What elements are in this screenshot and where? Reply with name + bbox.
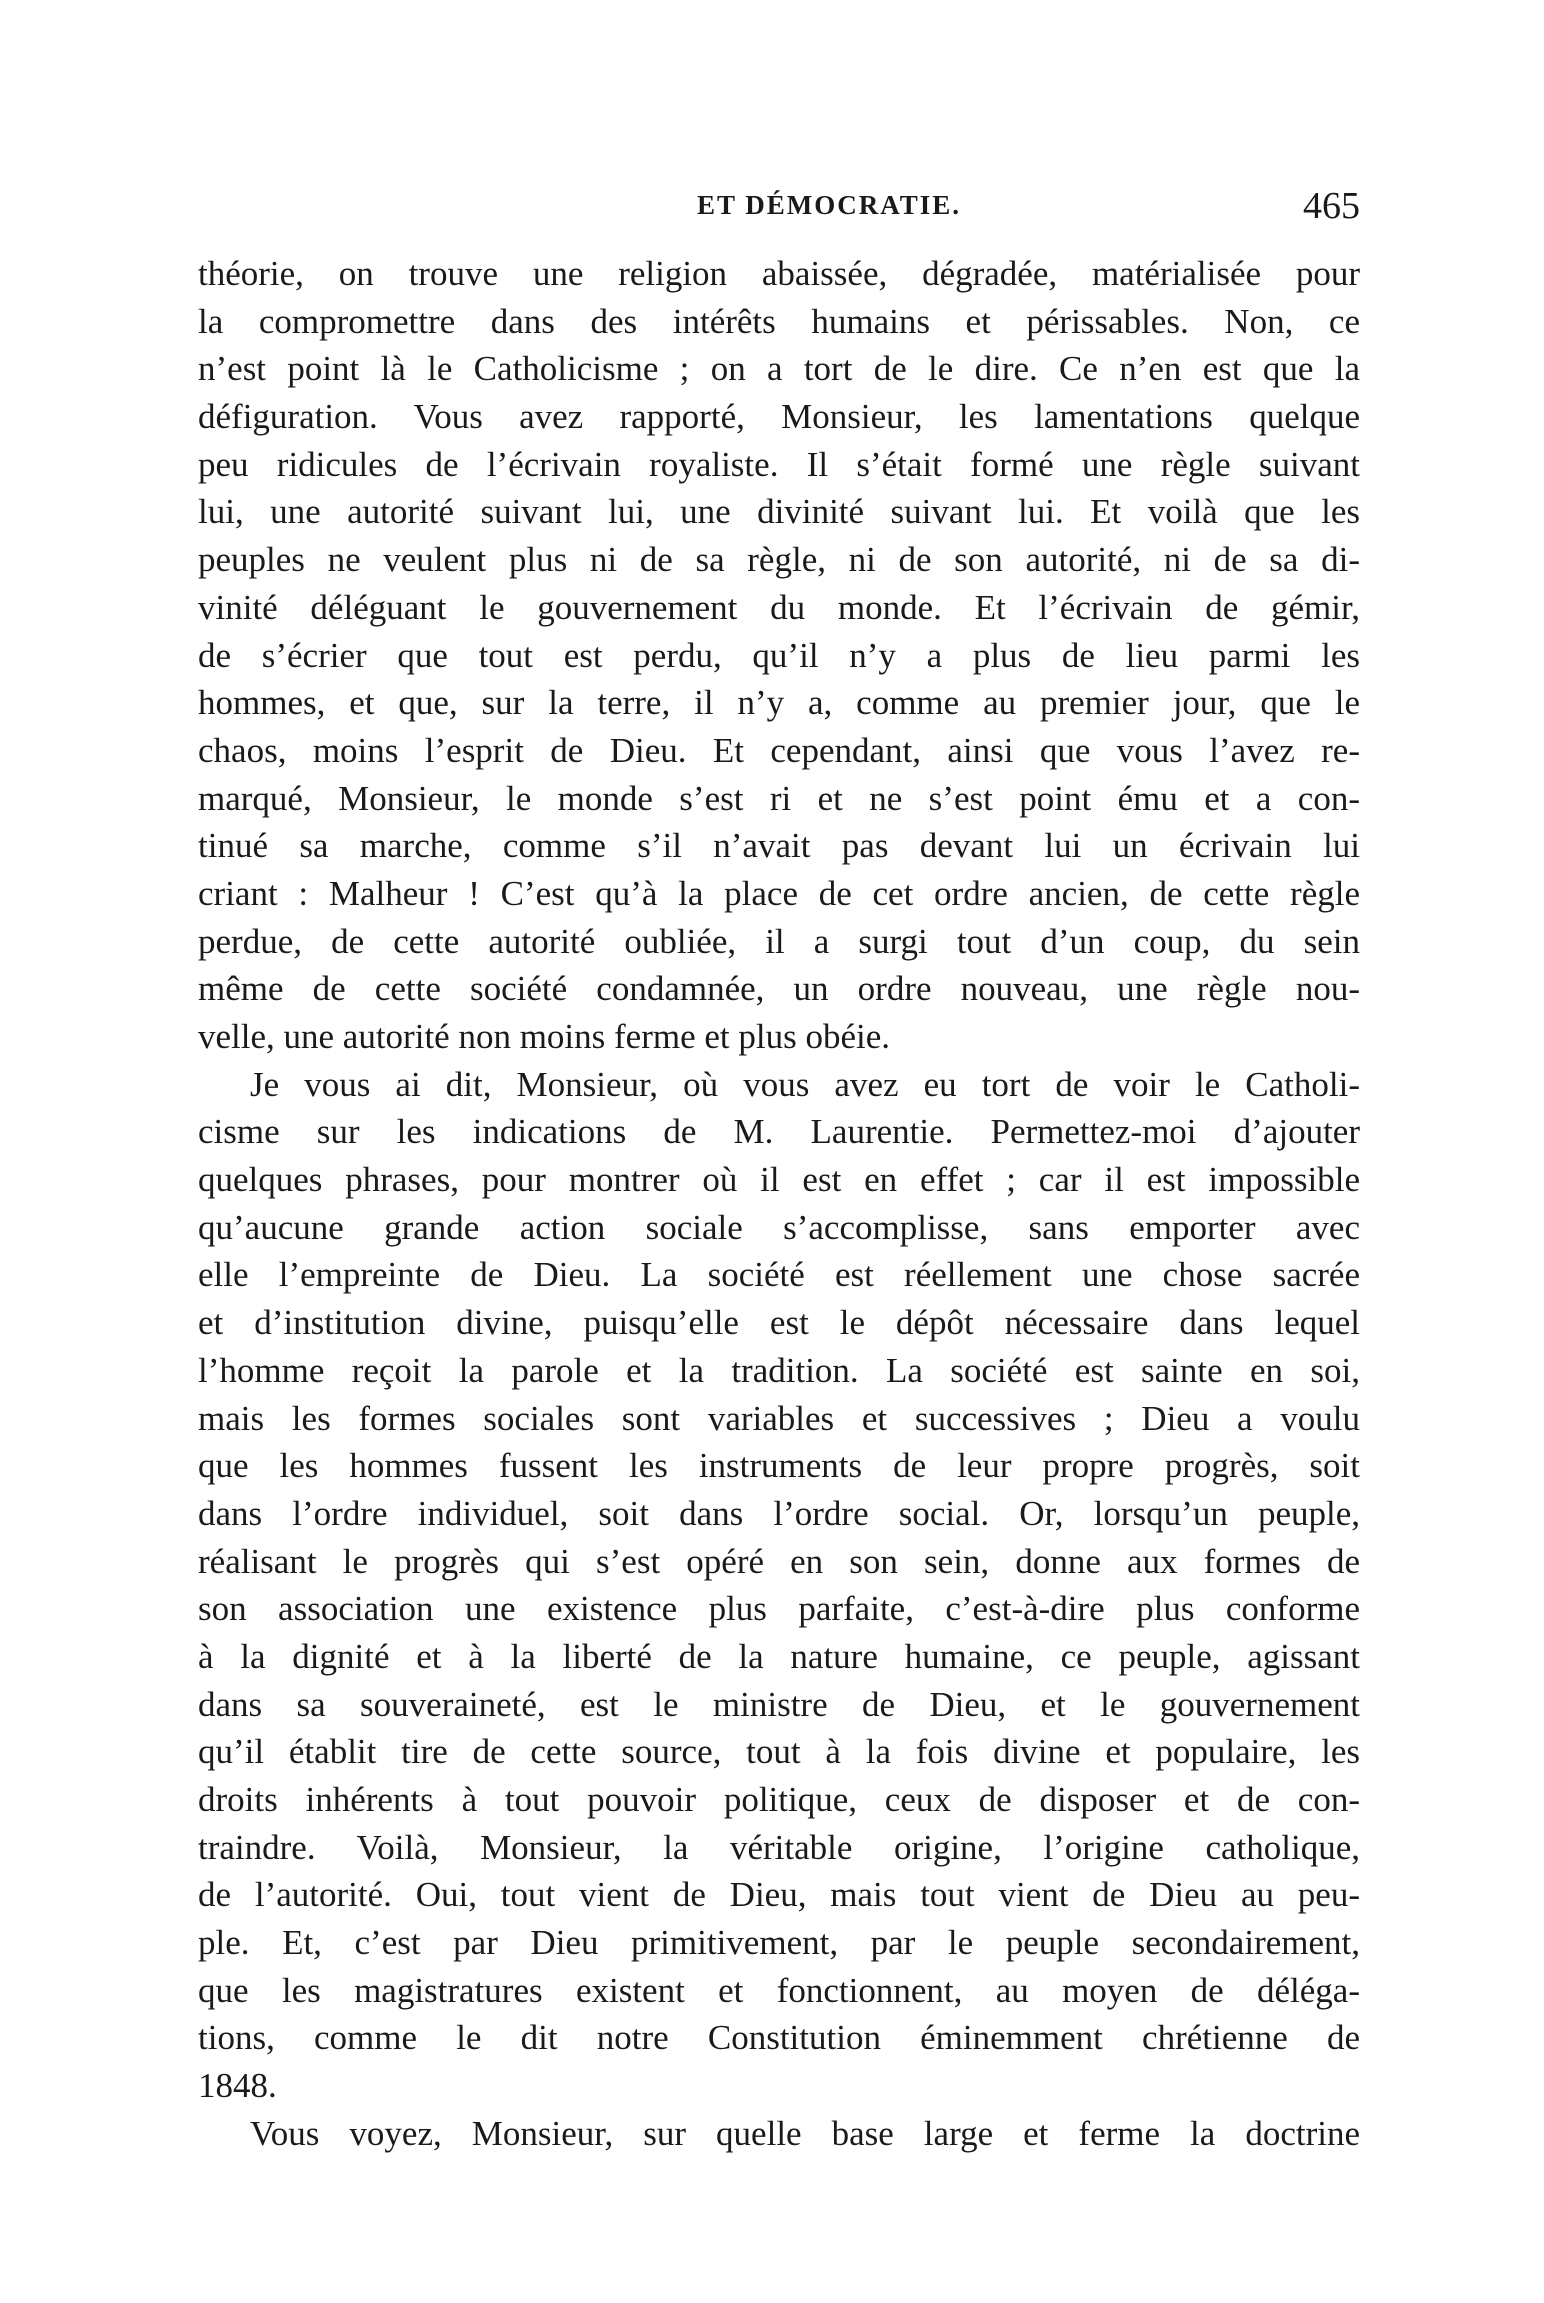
text-line: à la dignité et à la liberté de la nature humaine, ce peuple, agissant: [198, 1636, 1360, 1676]
text-line: réalisant le progrès qui s’est opéré en son sein, donne aux formes de: [198, 1541, 1360, 1581]
text-line: même de cette société condamnée, un ordre nouveau, une règle nou-: [198, 969, 1360, 1009]
body-text: [198, 250, 1360, 2158]
text-line: perdue, de cette autorité oubliée, il a surgi tout d’un coup, du sein: [198, 921, 1360, 961]
text-line: et d’institution divine, puisqu’elle est le dépôt nécessaire dans lequel: [198, 1303, 1360, 1343]
text-line: lui, une autorité suivant lui, une divinité suivant lui. Et voilà que les: [198, 492, 1360, 532]
paragraph: [198, 2110, 1360, 2158]
text-line: vinité déléguant le gouvernement du monde. Et l’écrivain de gémir,: [198, 587, 1360, 627]
text-line: défiguration. Vous avez rapporté, Monsieur, les lamentations quelque: [198, 397, 1360, 437]
text-line: Je vous ai dit, Monsieur, où vous avez eu tort de voir le Catholi-: [250, 1064, 1360, 1104]
running-head: ET DÉMOCRATIE.: [696, 190, 962, 220]
page-number: 465: [1303, 185, 1360, 227]
text-line: dans l’ordre individuel, soit dans l’ordre social. Or, lorsqu’un peuple,: [198, 1493, 1360, 1533]
text-line: de s’écrier que tout est perdu, qu’il n’y a plus de lieu parmi les: [198, 635, 1360, 675]
text-line: l’homme reçoit la parole et la tradition. La société est sainte en soi,: [198, 1350, 1360, 1390]
text-line: droits inhérents à tout pouvoir politique, ceux de disposer et de con-: [198, 1780, 1360, 1819]
text-line: que les magistratures existent et fonctionnent, au moyen de déléga-: [198, 1970, 1360, 2010]
text-line: la compromettre dans des intérêts humains et périssables. Non, ce: [198, 301, 1360, 341]
text-line: chaos, moins l’esprit de Dieu. Et cependant, ainsi que vous l’avez re-: [198, 730, 1360, 770]
text-line: criant : Malheur ! C’est qu’à la place de cet ordre ancien, de cette règle: [198, 873, 1360, 913]
text-line: ple. Et, c’est par Dieu primitivement, par le peuple secondairement,: [198, 1923, 1360, 1963]
paragraph: [198, 250, 1360, 1061]
text-line: hommes, et que, sur la terre, il n’y a, comme au premier jour, que le: [198, 683, 1360, 723]
text-line: marqué, Monsieur, le monde s’est ri et ne s’est point ému et a con-: [198, 778, 1360, 818]
paragraph: [198, 1061, 1360, 2110]
text-line: Vous voyez, Monsieur, sur quelle base large et ferme la doctrine: [250, 2113, 1360, 2153]
text-line: peu ridicules de l’écrivain royaliste. Il s’était formé une règle suivant: [198, 444, 1360, 484]
text-line: qu’aucune grande action sociale s’accomplisse, sans emporter avec: [198, 1207, 1360, 1247]
text-line: dans sa souveraineté, est le ministre de Dieu, et le gouvernement: [198, 1684, 1360, 1724]
text-line: traindre. Voilà, Monsieur, la véritable origine, l’origine catholique,: [198, 1827, 1360, 1867]
text-line: mais les formes sociales sont variables et successives ; Dieu a voulu: [198, 1398, 1360, 1438]
text-line: tions, comme le dit notre Constitution éminemment chrétienne de: [198, 2018, 1360, 2058]
text-line: que les hommes fussent les instruments de leur propre progrès, soit: [198, 1446, 1360, 1486]
text-line: peuples ne veulent plus ni de sa règle, ni de son autorité, ni de sa di-: [198, 540, 1360, 580]
text-line: cisme sur les indications de M. Laurentie. Permettez-moi d’ajouter: [198, 1112, 1360, 1152]
text-line: tinué sa marche, comme s’il n’avait pas devant lui un écrivain lui: [198, 826, 1360, 866]
text-line: n’est point là le Catholicisme ; on a tort de le dire. Ce n’en est que la: [198, 349, 1360, 389]
text-line: son association une existence plus parfaite, c’est-à-dire plus conforme: [198, 1589, 1360, 1629]
text-line: qu’il établit tire de cette source, tout à la fois divine et populaire, les: [198, 1732, 1360, 1772]
text-line: quelques phrases, pour montrer où il est en effet ; car il est impossible: [198, 1160, 1360, 1200]
text-line: 1848.: [198, 2066, 277, 2106]
text-line: de l’autorité. Oui, tout vient de Dieu, mais tout vient de Dieu au peu-: [198, 1875, 1360, 1915]
text-line: velle, une autorité non moins ferme et plus obéie.: [198, 1017, 891, 1056]
text-line: elle l’empreinte de Dieu. La société est réellement une chose sacrée: [198, 1255, 1360, 1295]
text-line: théorie, on trouve une religion abaissée, dégradée, matérialisée pour: [198, 254, 1360, 293]
page-header: [198, 185, 1360, 240]
